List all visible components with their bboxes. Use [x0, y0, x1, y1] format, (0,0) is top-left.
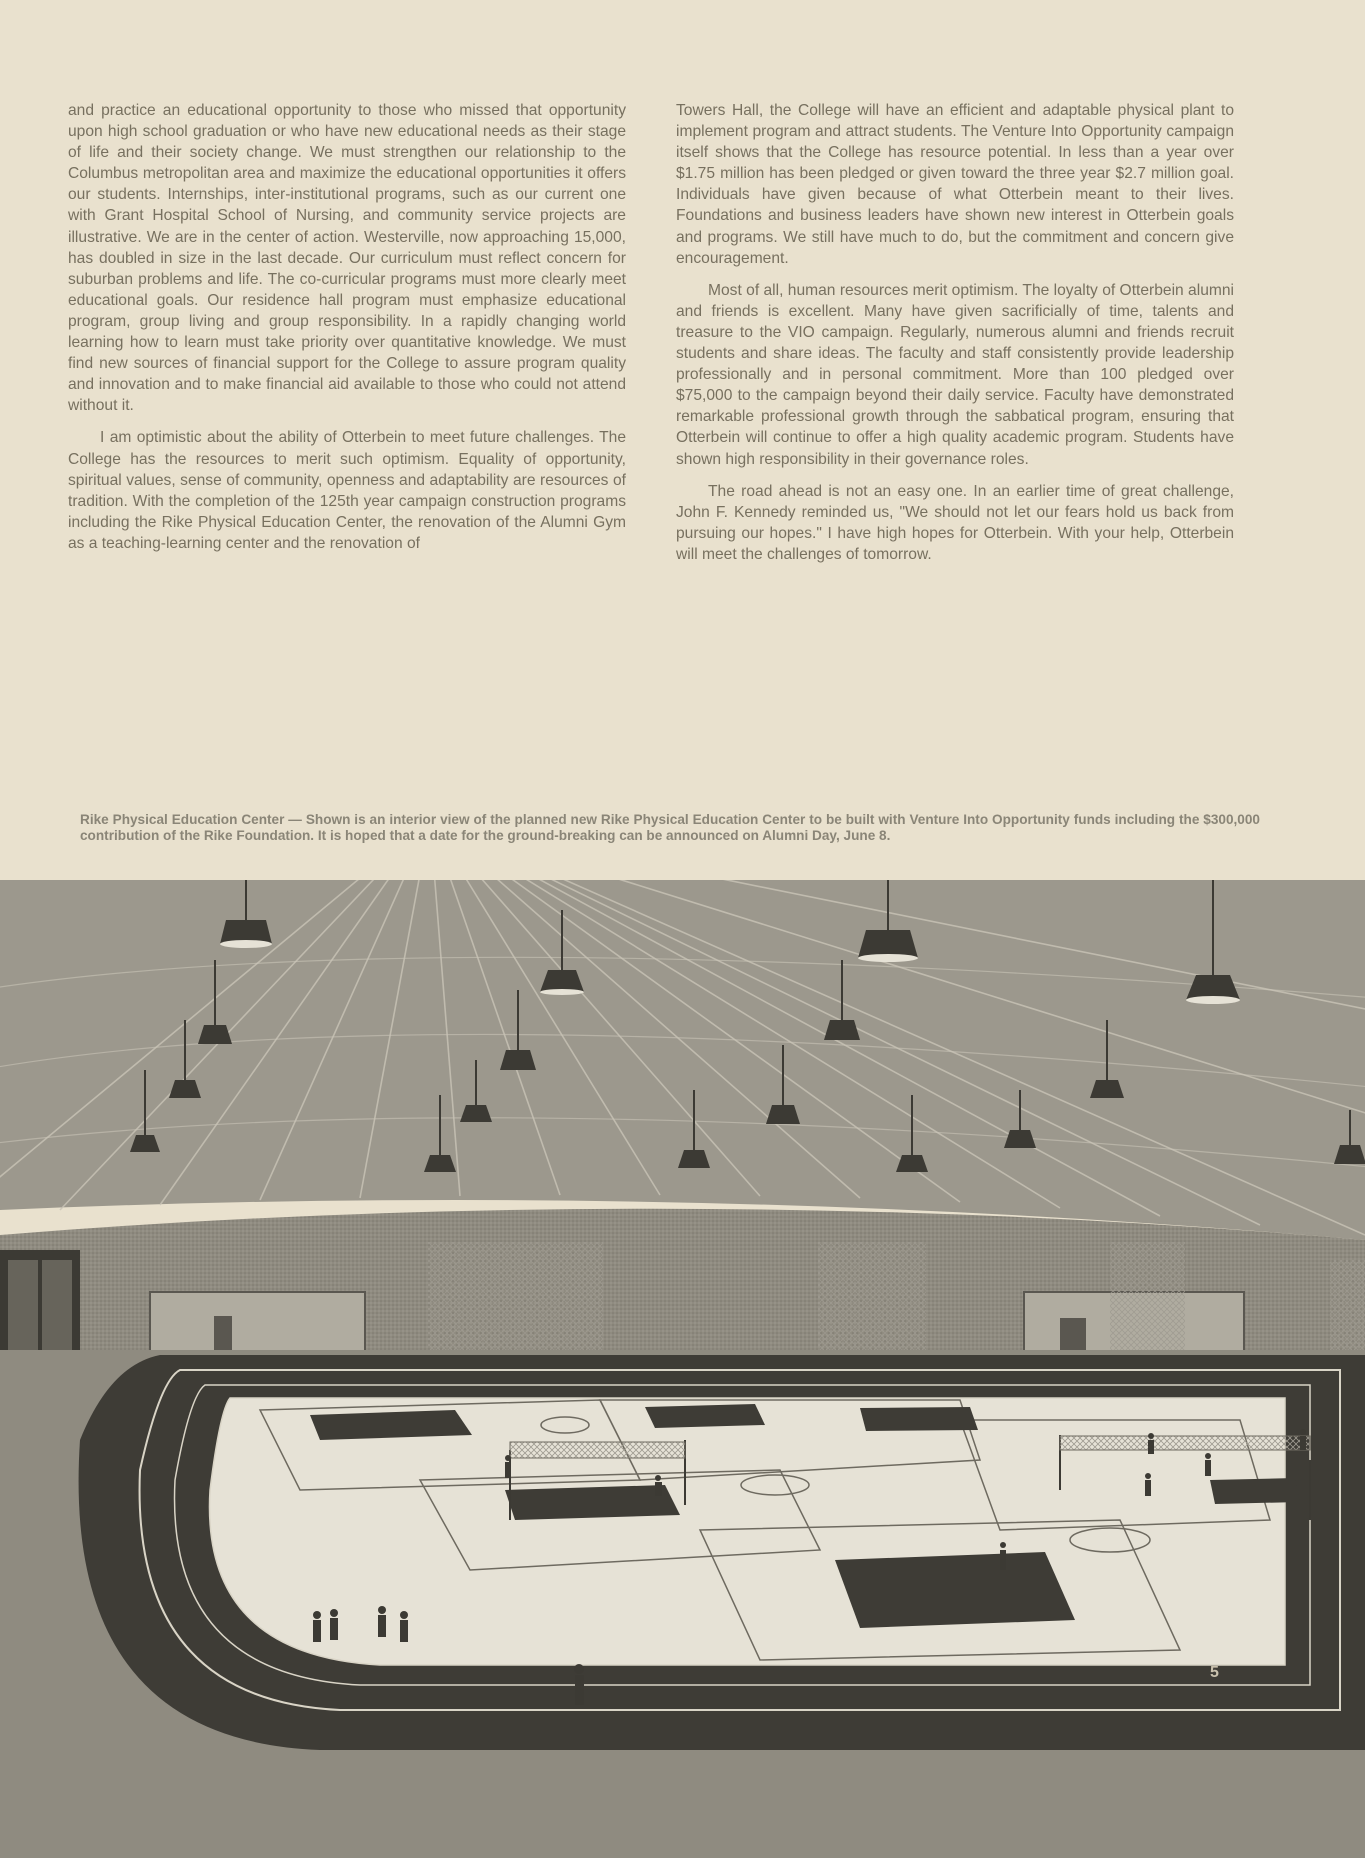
net-curtain [1110, 1242, 1185, 1354]
court-key [310, 1410, 472, 1440]
lamp [824, 1020, 860, 1040]
court-key [835, 1552, 1075, 1628]
paragraph: and practice an educational opportunity to those who missed that opportunity upon high school graduation or who have new educational needs as their stage of life and their society change. We must strengthen our relationship to the Columbus metropolitan area and maximize the educational opportunities it offers our students. Internships, inter-institutional programs, such as our current one with Grant Hospital School of Nursing, and community service projects are illustrative. We are in the center of action. Westerville, now approaching 15,000, has doubled in size in the last decade. Our curriculum must reflect concern for suburban problems and life. The co-curricular programs must more clearly meet educational goals. Our residence hall program must emphasize educational program, group living and group responsibility. In a rapidly changing world learning how to learn must take priority over quantitative knowledge. We must find new sources of financial support for the College to assure program quality and innovation and to make financial aid available to those who could not attend without it. [68, 102, 626, 415]
gymnasium-illustration [0, 880, 1365, 1858]
dome-ceiling [0, 880, 1365, 1240]
page-number: 5 [1210, 1664, 1219, 1681]
net-curtain [428, 1242, 603, 1352]
article-column-right [676, 100, 1234, 576]
article-column-left [68, 100, 626, 565]
court-key [860, 1407, 978, 1431]
gymnasium-drawing [0, 880, 1365, 1858]
lamp [858, 930, 918, 958]
wall-unit [150, 1292, 365, 1352]
court-key [645, 1404, 765, 1428]
paragraph: Most of all, human resources merit optimism. The loyalty of Otterbein alumni and friends is excellent. Many have given sacrificially of time, talents and treasure to the VIO campaign. Regularly, numerous alumni and friends recruit students and share ideas. The faculty and staff consistently provide leadership professionally and in personal commitment. More than 100 pledged over $75,000 to the campaign beyond their daily service. Faculty have demonstrated remarkable professional growth through the sabbatical program, ensuring that Otterbein will continue to offer a high quality academic program. Students have shown high responsibility in their governance roles. [676, 281, 1234, 468]
court-key [1210, 1478, 1300, 1504]
net-curtain [818, 1242, 926, 1352]
paragraph: The road ahead is not an easy one. In an earlier time of great challenge, John F. Kennedy reminded us, "We should not let our fears hold us back from pursuing our hopes." I have high hopes for Otterbein. With your help, Otterbein will meet the challenges of tomorrow. [676, 482, 1234, 563]
paragraph: I am optimistic about the ability of Otterbein to meet future challenges. The College has the resources to merit such optimism. Equality of opportunity, spiritual values, sense of community, openness and adaptability are resources of tradition. With the completion of the 125th year campaign construction programs including the Rike Physical Education Center, the renovation of the Alumni Gym as a teaching-learning center and the renovation of [68, 429, 626, 552]
lamp [500, 1050, 536, 1070]
court-key [505, 1485, 680, 1520]
figure-caption: Rike Physical Education Center — Shown is an interior view of the planned new Rike Physical Education Center to be built with Venture Into Opportunity funds including the $300,000 contribution of the Rike Foundation. It is hoped that a date for the ground-breaking can be announced on Alumni Day, June 8. [80, 812, 1260, 843]
paragraph: Towers Hall, the College will have an efficient and adaptable physical plant to implement program and attract students. The Venture Into Opportunity campaign itself shows that the College has resource potential. In less than a year over $1.75 million has been pledged or given toward the three year $2.7 million goal. Individuals have given because of what Otterbein meant to their lives. Foundations and business leaders have shown new interest in Otterbein goals and programs. We still have much to do, but the commitment and concern give encouragement. [676, 102, 1234, 267]
